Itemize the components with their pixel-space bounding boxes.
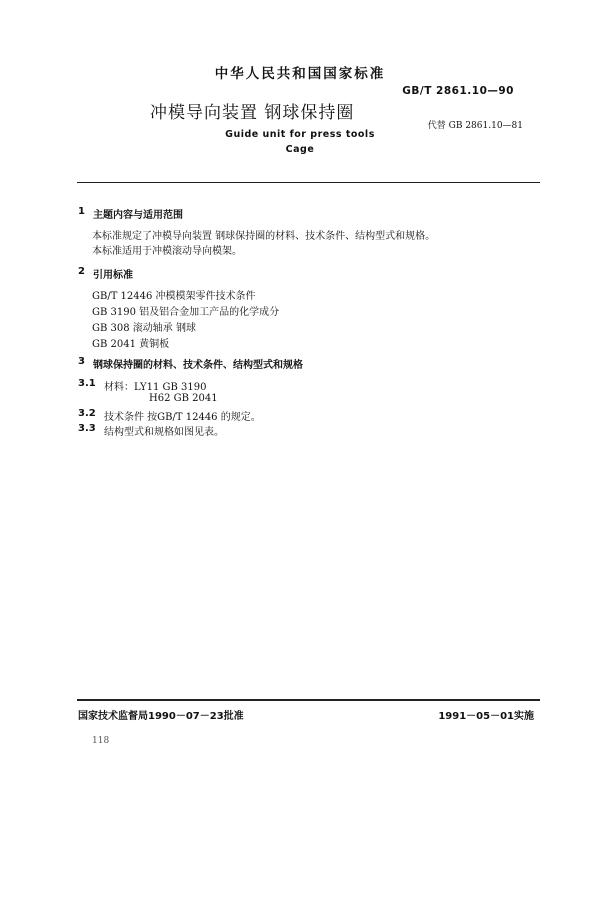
replaces-note: 代替 GB 2861.10—81 (427, 121, 523, 131)
section-2-heading: 引用标准 (93, 270, 133, 281)
approval-date: 国家技术监督局1990－07－23批准 (78, 711, 244, 722)
section-1-number: 1 (78, 206, 85, 217)
clause-3-1-number: 3.1 (78, 378, 96, 389)
section-3-heading: 钢球保持圈的材料、技术条件、结构型式和规格 (93, 360, 303, 371)
clause-3-2-number: 3.2 (78, 408, 96, 419)
reference-item: GB 3190 铝及铝合金加工产品的化学成分 (92, 307, 280, 318)
standard-number: GB/T 2861.10—90 (402, 85, 514, 97)
reference-item: GB/T 12446 冲模模架零件技术条件 (92, 291, 256, 302)
issuing-authority: 中华人民共和国国家标准 (214, 66, 386, 82)
section-1-paragraph-1: 本标准规定了冲模导向装置 钢球保持圈的材料、技术条件、结构型式和规格。 (92, 231, 436, 242)
effective-date: 1991－05－01实施 (438, 711, 534, 722)
section-1-paragraph-2: 本标准适用于冲模滚动导向模架。 (92, 246, 242, 257)
clause-3-3-text: 结构型式和规格如图见表。 (104, 427, 224, 438)
section-3-number: 3 (78, 356, 85, 367)
clause-3-2-text: 技术条件 按GB/T 12446 的规定。 (104, 412, 261, 423)
reference-item: GB 308 滚动轴承 钢球 (92, 323, 196, 334)
clause-3-1-text: 材料：LY11 GB 3190 (104, 382, 207, 393)
page-number: 118 (92, 736, 110, 746)
footer-divider (77, 699, 540, 701)
english-subtitle: Cage (285, 144, 315, 155)
clause-3-1-continuation: H62 GB 2041 (149, 393, 218, 404)
document-title: 冲模导向装置 钢球保持圈 (150, 103, 355, 123)
reference-item: GB 2041 黄铜板 (92, 339, 170, 350)
section-1-heading: 主题内容与适用范围 (93, 210, 183, 221)
clause-3-3-number: 3.3 (78, 423, 96, 434)
header-divider (77, 182, 540, 183)
section-2-number: 2 (78, 266, 85, 277)
english-title: Guide unit for press tools (225, 129, 375, 140)
